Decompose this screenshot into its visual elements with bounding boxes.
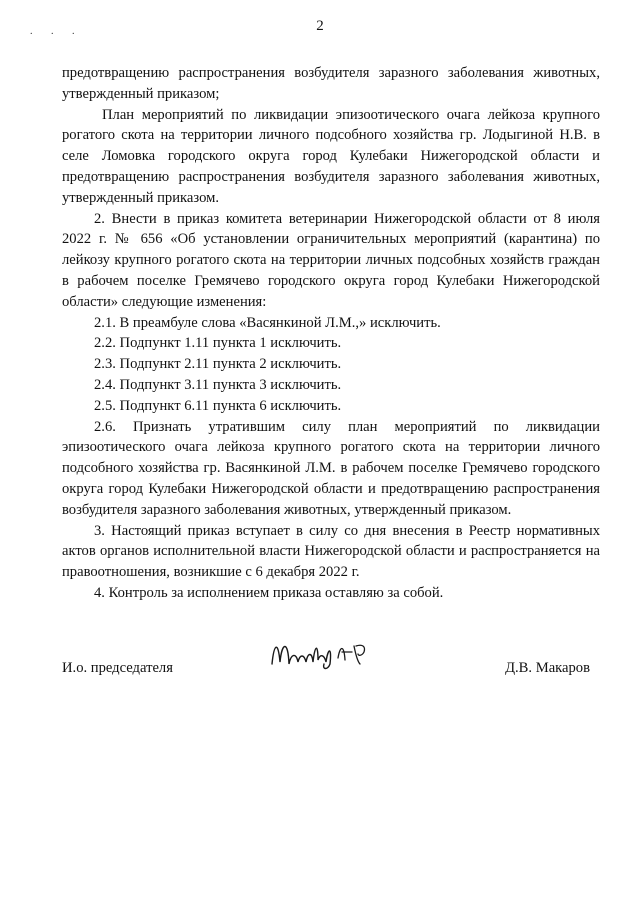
paragraph-continuation: предотвращению распространения возбудителя заразного заболевания животных, утвержденный приказом;: [62, 65, 600, 102]
signature-block: [62, 652, 600, 692]
paragraph-item-2-6: 2.6. Признать утратившим силу план мероприятий по ликвидации эпизоотического очага лейкоза крупного рогатого скота на территории личного подсобного хозяйства гр. Васянкиной Л.М. в рабочем поселке Гремячево городского округа город Кулебаки Нижегородской области и предотвращению распространения возбудителя заразного заболевания животных, утвержденный приказом.: [62, 418, 600, 518]
paragraph-item-2-1: 2.1. В преамбуле слова «Васянкиной Л.М.,» исключить.: [94, 314, 441, 331]
paragraph-item-2-2: 2.2. Подпункт 1.11 пункта 1 исключить.: [94, 335, 342, 352]
document-body: [62, 63, 600, 604]
signer-name: Д.В. Макаров: [505, 660, 590, 676]
signer-position: И.о. председателя: [62, 660, 173, 676]
paragraph-item-4: 4. Контроль за исполнением приказа оставляю за собой.: [94, 584, 444, 601]
page-number: 2: [316, 18, 324, 34]
paragraph-item-3: 3. Настоящий приказ вступает в силу со дня внесения в Реестр нормативных актов органов исполнительной власти Нижегородской области и распространяется на правоотношения, возникшие с 6 декабря 2022 г.: [62, 522, 600, 581]
paragraph-item-2-4: 2.4. Подпункт 3.11 пункта 3 исключить.: [94, 376, 342, 393]
paragraph-item-2-5: 2.5. Подпункт 6.11 пункта 6 исключить.: [94, 397, 342, 414]
paragraph-item-2: 2. Внести в приказ комитета ветеринарии Нижегородской области от 8 июля 2022 г. № 656 «Об установлении ограничительных мероприятий (карантина) по лейкозу крупного рогатого скота на территории личных подсобных хозяйств граждан в рабочем поселке Гремячево городского округа город Кулебаки Нижегородской области» следующие изменения:: [62, 210, 600, 310]
scan-marks: . . .: [30, 26, 83, 37]
handwritten-signature: [268, 634, 398, 674]
paragraph-plan-lodygina: План мероприятий по ликвидации эпизоотического очага лейкоза крупного рогатого скота на территории личного подсобного хозяйства гр. Лодыгиной Н.В. в селе Ломовка городского округа город Кулебаки Нижегородской области и предотвращению распространения возбудителя заразного заболевания животных, утвержденный приказом.: [62, 106, 600, 206]
paragraph-item-2-3: 2.3. Подпункт 2.11 пункта 2 исключить.: [94, 356, 342, 373]
